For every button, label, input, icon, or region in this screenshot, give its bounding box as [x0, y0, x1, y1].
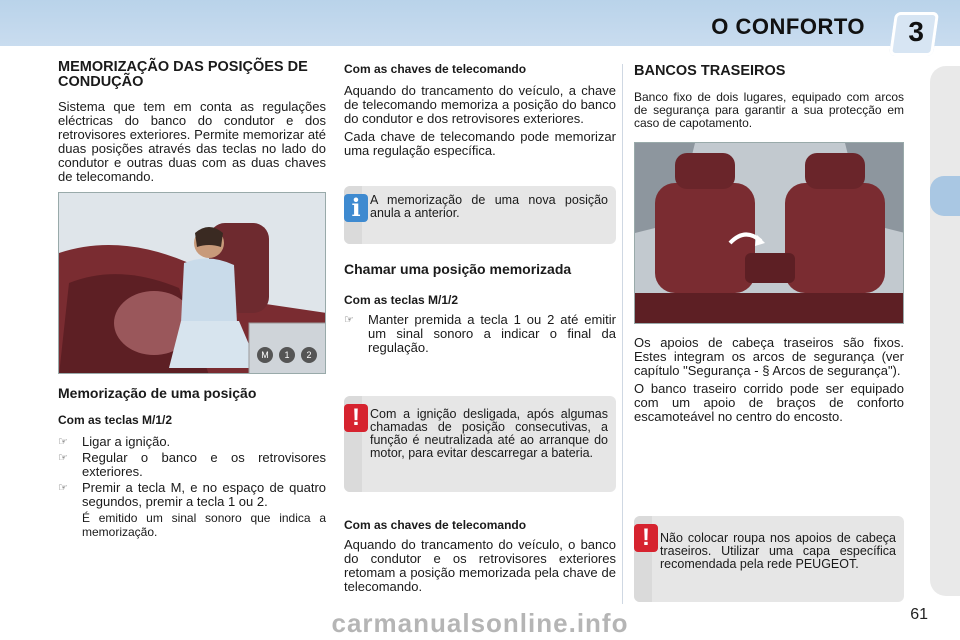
side-tab-strip [930, 66, 960, 596]
memory-keys-inset [257, 347, 317, 363]
recall-title: Chamar uma posição memorizada [344, 261, 572, 277]
memory-key-2: 2 [301, 347, 317, 363]
rear-armrest-text: O banco traseiro corrido pode ser equipado com um apoio de braços de conforto escamoteável no centro do encosto. [634, 381, 904, 424]
subsection-title-memorize: Memorização de uma posição [58, 385, 257, 401]
info-note-box [344, 186, 616, 244]
memorize-steps [58, 435, 326, 509]
rear-seats-title: BANCOS TRASEIROS [634, 63, 786, 79]
list-item: ☞ Manter premida a tecla 1 ou 2 até emitir um sinal sonoro a indicar o final da regulação. [344, 312, 616, 355]
recall-steps [344, 313, 616, 355]
list-item: ☞ Regular o banco e os retrovisores exteriores. [58, 450, 326, 479]
rear-headrests-text: Os apoios de cabeça traseiros são fixos. Estes integram os arcos de segurança (ver capítulo "Segurança - § Arcos de segurança"). [634, 335, 904, 378]
rear-seats-illustration [635, 143, 904, 324]
pointing-hand-icon: ☞ [58, 436, 68, 448]
remote-p1: Aquando do trancamento do veículo, a chave de telecomando memoriza a posição do banco do condutor e dos retrovisores exteriores. [344, 83, 616, 126]
list-item: ☞ Premir a tecla M, e no espaço de quatro segundos, premir a tecla 1 ou 2. [58, 480, 326, 509]
column-rear-seats [634, 64, 904, 428]
memorization-intro: Sistema que tem em conta as regulações eléctricas do banco do condutor e dos retrovisores exteriores. Permite memorizar até duas posições através das teclas no lado do condutor e outras duas com as duas chaves de telecomando. [58, 99, 326, 184]
warning-icon: ! [344, 404, 368, 432]
watermark: carmanualsonline.info [331, 608, 629, 638]
memorize-beep-note: É emitido um sinal sonoro que indica a memorização. [82, 511, 326, 539]
pointing-hand-icon: ☞ [58, 482, 68, 494]
remote-title: Com as chaves de telecomando [344, 62, 527, 76]
column-recall [344, 62, 616, 162]
list-item: ☞ Ligar a ignição. [58, 434, 171, 449]
chapter-title: O CONFORTO [711, 14, 865, 39]
chapter-number: 3 [908, 16, 924, 47]
keys-title: Com as teclas M/1/2 [58, 413, 173, 427]
recall-section [344, 262, 616, 357]
rear-warning-note-box [634, 516, 904, 602]
rear-seats-intro: Banco fixo de dois lugares, equipado com arcos de segurança para garantir a sua protecção em caso de capotamento. [634, 90, 904, 130]
memory-key-m: M [257, 347, 273, 363]
memory-key-1: 1 [279, 347, 295, 363]
remote-title-2: Com as chaves de telecomando [344, 518, 527, 532]
pointing-hand-icon: ☞ [58, 452, 68, 464]
column-memorization [58, 60, 326, 543]
warning-icon: ! [634, 524, 658, 552]
remote-recall-section [344, 518, 616, 598]
page-number: 61 [910, 606, 928, 623]
remote-p3: Aquando do trancamento do veículo, o banco do condutor e os retrovisores exteriores retomam a posição memorizada pela chave de telecomando. [344, 537, 616, 594]
driver-seat-photo [58, 192, 326, 374]
side-tab-active[interactable] [930, 176, 960, 216]
rear-warning-note-text: Não colocar roupa nos apoios de cabeça traseiros. Utilizar uma capa específica recomendada pela rede PEUGEOT. [660, 531, 896, 571]
rear-seats-photo [634, 142, 904, 324]
info-icon: i [344, 194, 368, 222]
warning-note-box [344, 396, 616, 492]
remote-p2: Cada chave de telecomando pode memorizar uma regulação específica. [344, 129, 616, 158]
section-title-memorization: MEMORIZAÇÃO DAS POSIÇÕES DE CONDUÇÃO [58, 59, 308, 90]
recall-keys-title: Com as teclas M/1/2 [344, 293, 459, 307]
warning-note-text: Com a ignição desligada, após algumas chamadas de posição consecutivas, a função é neutralizada até ao arranque do motor, para evitar descarregar a bateria. [370, 407, 608, 460]
pointing-hand-icon: ☞ [344, 314, 354, 326]
column-divider [622, 64, 623, 604]
info-note-text: A memorização de uma nova posição anula a anterior. [370, 193, 608, 220]
